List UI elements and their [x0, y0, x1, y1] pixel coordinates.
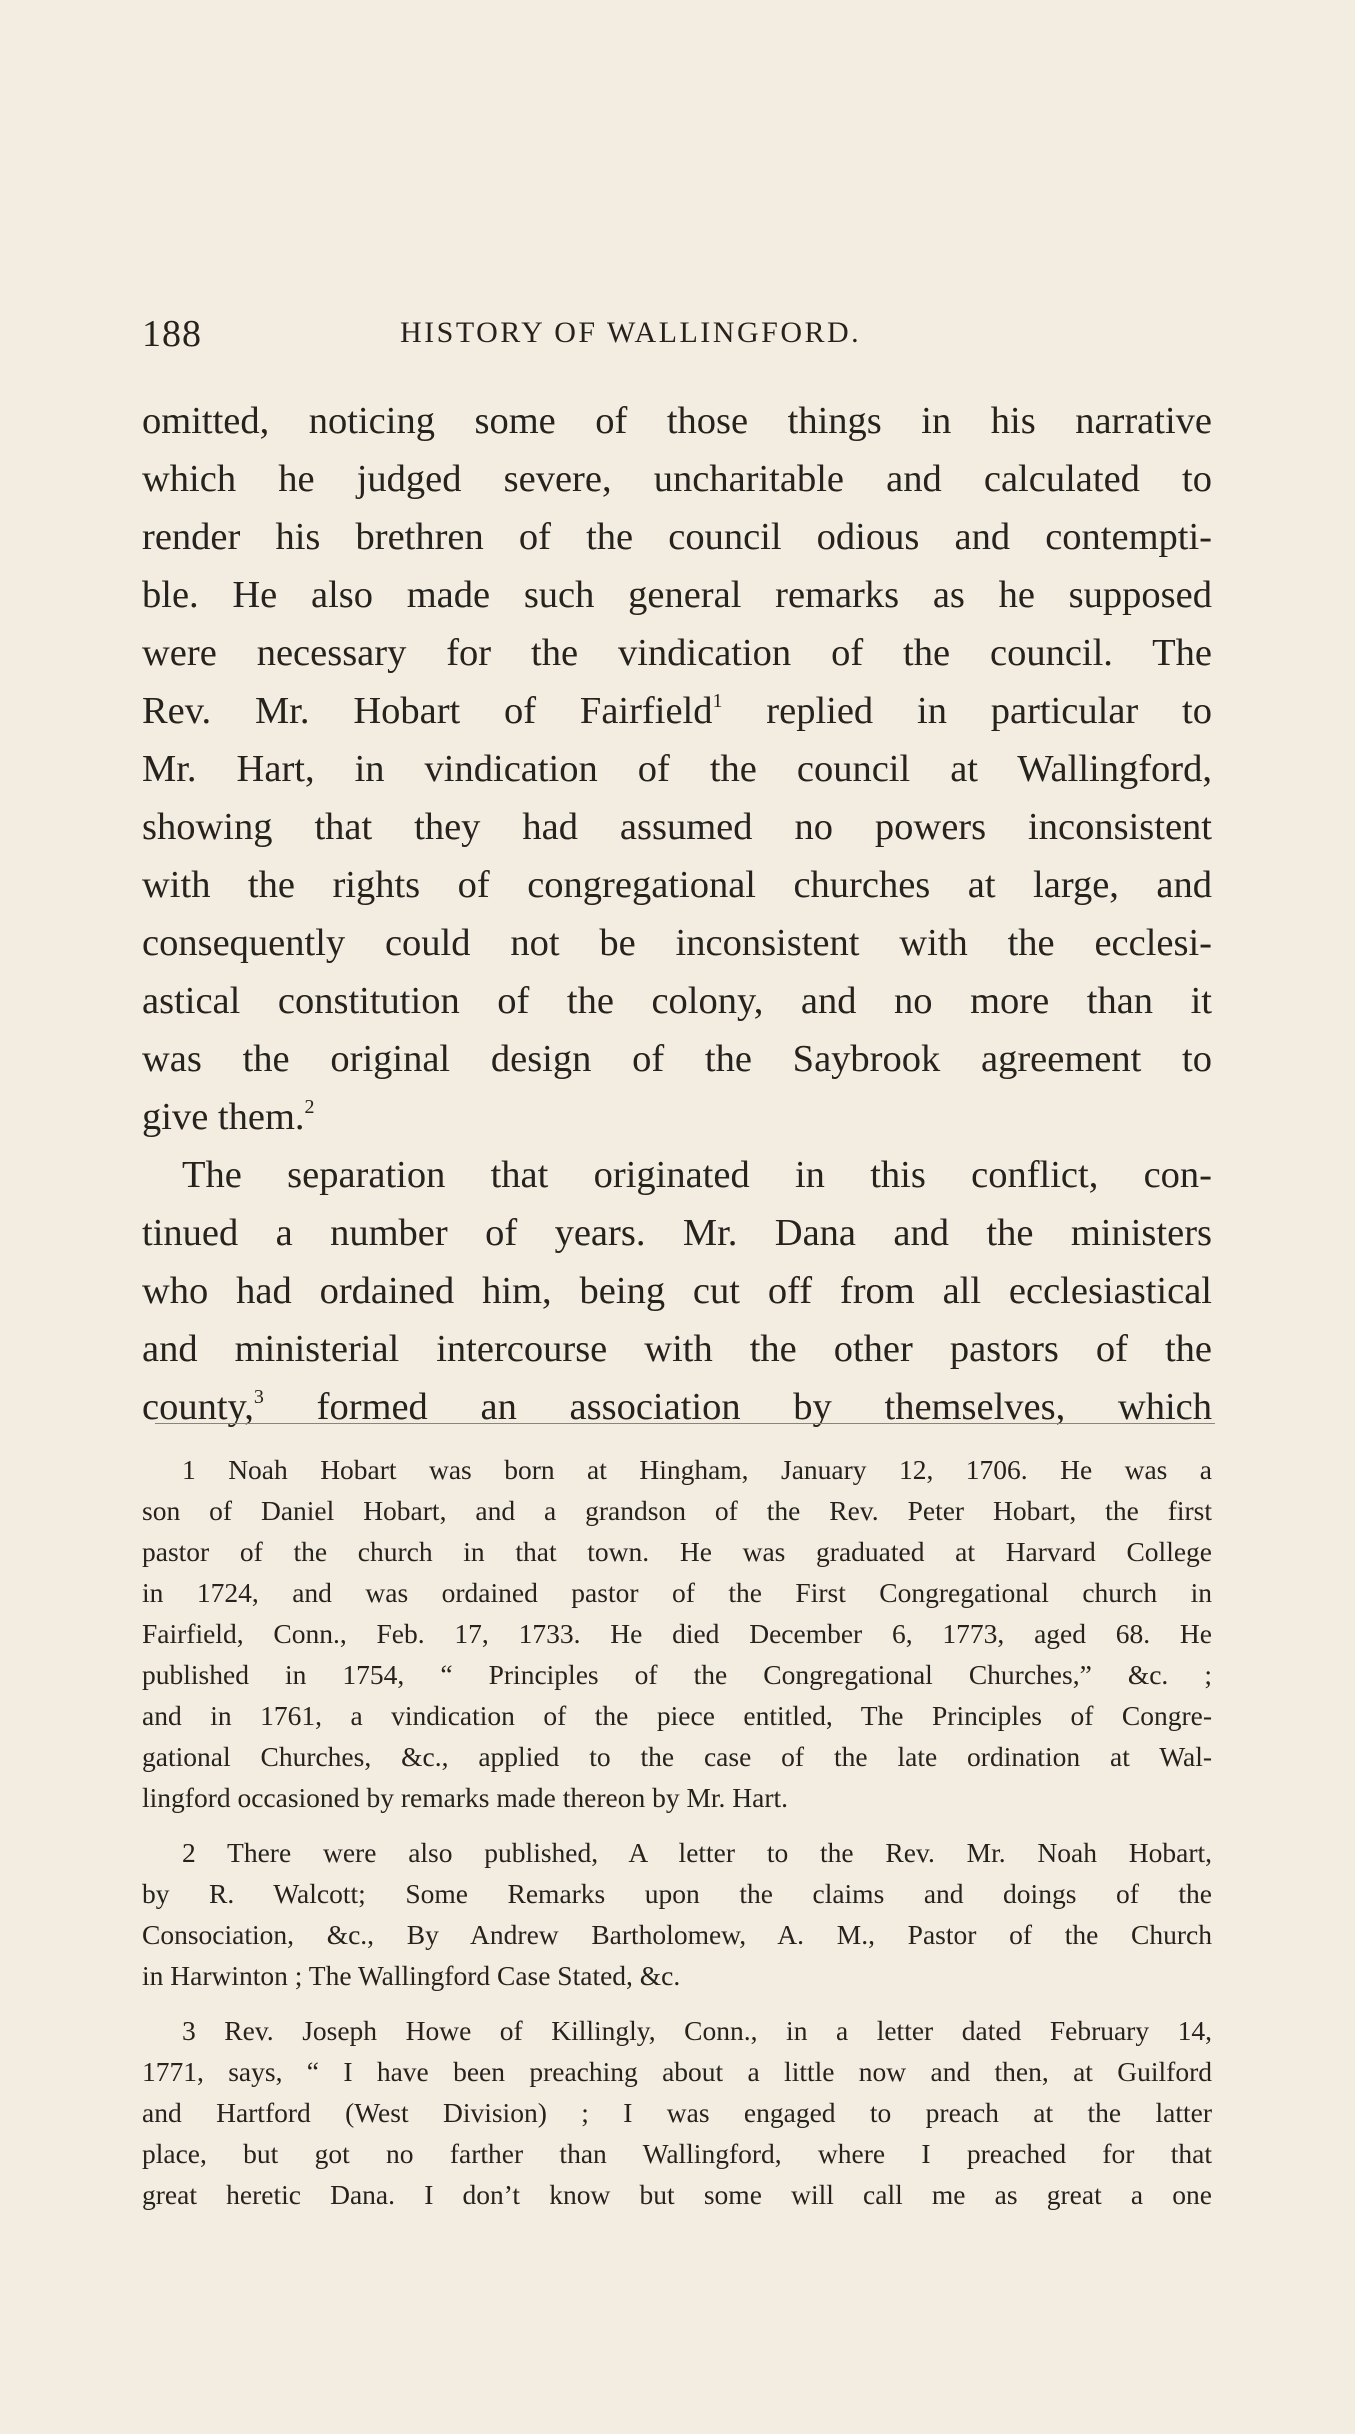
footnote-line: place, but got no farther than Wallingford, where I preached for that — [142, 2138, 1212, 2169]
body-line: Mr. Hart, in vindication of the council at Wallingford, — [142, 748, 1212, 790]
body-line: which he judged severe, uncharitable and calculated to — [142, 458, 1212, 500]
body-line — [142, 1088, 1212, 1146]
footnote-line: great heretic Dana. I don’t know but some will call me as great a one — [142, 2179, 1212, 2210]
body-line: who had ordained him, being cut off from all ecclesiastical — [142, 1270, 1212, 1312]
footnote-line: lingford occasioned by remarks made thereon by Mr. Hart. — [142, 1782, 789, 1813]
body-line: and ministerial intercourse with the other pastors of the — [142, 1328, 1212, 1370]
body-line — [142, 682, 1212, 740]
footnote-1 — [142, 1449, 1212, 1818]
running-title: HISTORY OF WALLINGFORD. — [400, 316, 862, 349]
body-line: was the original design of the Saybrook agreement to — [142, 1038, 1212, 1080]
body-line: astical constitution of the colony, and no more than it — [142, 980, 1212, 1022]
footnote-line: 2 There were also published, A letter to the Rev. Mr. Noah Hobart, — [182, 1837, 1212, 1868]
body-text — [142, 392, 1212, 1436]
footnote-line: in Harwinton ; The Wallingford Case Stated, &c. — [142, 1960, 681, 1991]
body-line: render his brethren of the council odious and contempti- — [142, 516, 1212, 558]
footnote-line: pastor of the church in that town. He was graduated at Harvard College — [142, 1536, 1212, 1567]
footnote-line: by R. Walcott; Some Remarks upon the claims and doings of the — [142, 1878, 1212, 1909]
footnote-3 — [142, 2010, 1212, 2215]
footnote-line: and in 1761, a vindication of the piece entitled, The Principles of Congre- — [142, 1700, 1212, 1731]
body-line-part: replied in particular to — [766, 690, 1213, 732]
footnote-line: 3 Rev. Joseph Howe of Killingly, Conn., in a letter dated February 14, — [182, 2015, 1212, 2046]
body-line — [142, 1378, 1212, 1436]
footnotes — [142, 1449, 1212, 2229]
body-line-part: give them. — [142, 1096, 305, 1138]
body-line-part: county, — [142, 1386, 254, 1428]
running-head — [142, 312, 1210, 362]
body-line: omitted, noticing some of those things in his narrative — [142, 400, 1212, 442]
body-line-part: formed an association by themselves, which — [316, 1386, 1212, 1428]
footnote-ref: 1 — [712, 690, 723, 712]
body-line: tinued a number of years. Mr. Dana and the ministers — [142, 1212, 1212, 1254]
footnote-line: 1771, says, “ I have been preaching about a little now and then, at Guilford — [142, 2056, 1212, 2087]
footnote-line: son of Daniel Hobart, and a grandson of the Rev. Peter Hobart, the first — [142, 1495, 1212, 1526]
body-line: showing that they had assumed no powers inconsistent — [142, 806, 1212, 848]
footnote-line: and Hartford (West Division) ; I was engaged to preach at the latter — [142, 2097, 1212, 2128]
footnote-line: Fairfield, Conn., Feb. 17, 1733. He died December 6, 1773, aged 68. He — [142, 1618, 1212, 1649]
footnote-2 — [142, 1832, 1212, 1996]
footnote-line: published in 1754, “ Principles of the Congregational Churches,” &c. ; — [142, 1659, 1212, 1690]
footnote-line: Consociation, &c., By Andrew Bartholomew, A. M., Pastor of the Church — [142, 1919, 1212, 1950]
body-line: ble. He also made such general remarks as he supposed — [142, 574, 1212, 616]
body-line-part: Rev. Mr. Hobart of Fairfield — [142, 690, 713, 732]
footnote-ref: 3 — [253, 1386, 264, 1408]
footnote-divider — [155, 1423, 1215, 1424]
footnote-line: gational Churches, &c., applied to the case of the late ordination at Wal- — [142, 1741, 1212, 1772]
body-line: The separation that originated in this conflict, con- — [182, 1154, 1212, 1196]
footnote-ref: 2 — [304, 1096, 315, 1118]
footnote-line: in 1724, and was ordained pastor of the First Congregational church in — [142, 1577, 1212, 1608]
page-number: 188 — [142, 313, 202, 355]
body-line: with the rights of congregational churches at large, and — [142, 864, 1212, 906]
body-line: consequently could not be inconsistent with the ecclesi- — [142, 922, 1212, 964]
body-line: were necessary for the vindication of the council. The — [142, 632, 1212, 674]
footnote-line: 1 Noah Hobart was born at Hingham, January 12, 1706. He was a — [182, 1454, 1212, 1485]
